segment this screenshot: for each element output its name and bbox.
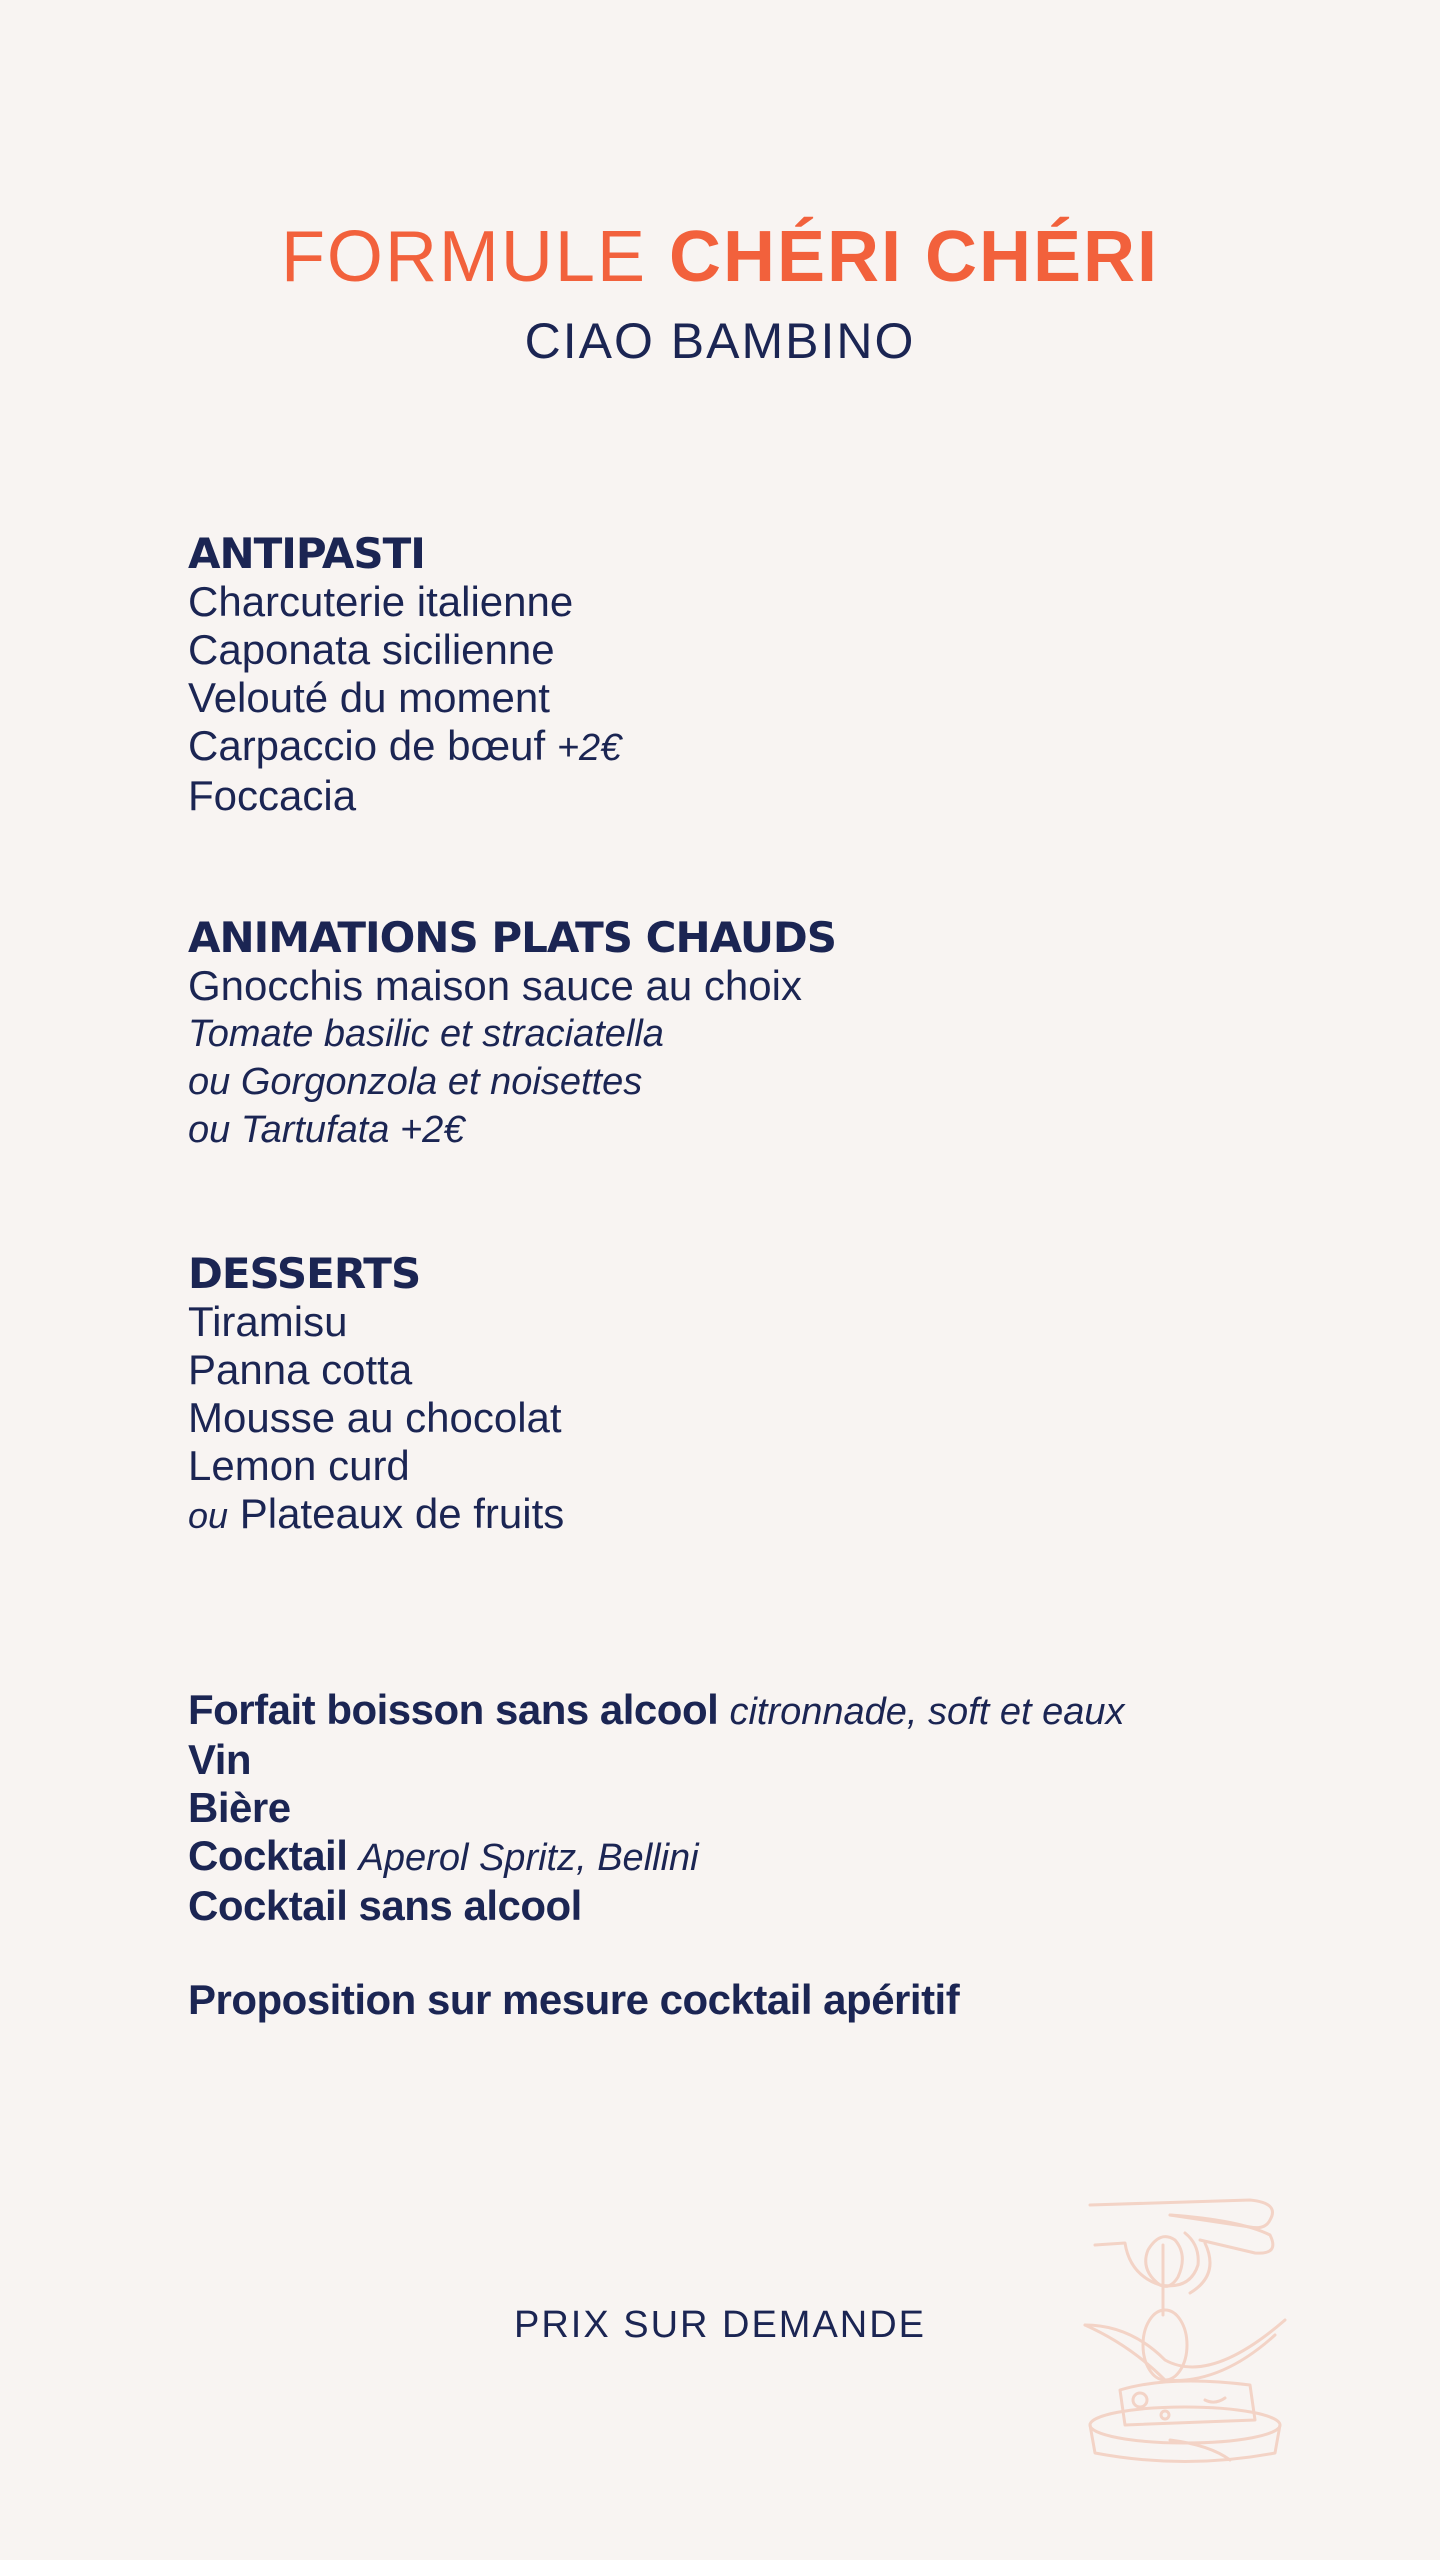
or-prefix: ou	[188, 1061, 231, 1103]
section-heading: ANIMATIONS PLATS CHAUDS	[188, 913, 837, 962]
menu-item: Panna cotta	[188, 1346, 413, 1393]
supplement-price: +2€	[556, 727, 622, 769]
hand-skewer-food-illustration-icon	[1070, 2185, 1300, 2465]
sauce-option-text: Tartufata +2€	[240, 1109, 465, 1151]
drink-name: Forfait boisson sans alcool	[188, 1686, 719, 1733]
price-note: PRIX SUR DEMANDE	[513, 2304, 927, 2346]
sauce-option: Tomate basilic et straciatella	[188, 1013, 664, 1055]
menu-title	[0, 212, 1440, 302]
sauce-option	[188, 1058, 836, 1106]
menu-item: Charcuterie italienne	[188, 578, 574, 625]
menu-subtitle: CIAO BAMBINO	[524, 313, 916, 369]
title-emphasis: CHÉRI CHÉRI	[669, 217, 1160, 297]
drink-description: Aperol Spritz, Bellini	[358, 1837, 699, 1879]
menu-item-text: Plateaux de fruits	[239, 1490, 565, 1537]
menu-item-text: Carpaccio de bœuf	[188, 722, 546, 769]
drink-item: Bière	[188, 1784, 291, 1831]
section-heading: DESSERTS	[188, 1249, 421, 1298]
menu-item: Mousse au chocolat	[188, 1394, 562, 1441]
section-antipasti	[188, 528, 621, 820]
section-desserts	[188, 1248, 564, 1540]
menu-item	[188, 1490, 564, 1540]
or-prefix: ou	[188, 1109, 231, 1151]
drinks-list	[188, 1686, 1124, 1930]
menu-item: Gnocchis maison sauce au choix	[188, 962, 802, 1009]
drink-description: citronnade, soft et eaux	[729, 1691, 1125, 1733]
menu-item: Tiramisu	[188, 1298, 348, 1345]
sauce-option	[188, 1106, 836, 1154]
menu-item: Caponata sicilienne	[188, 626, 555, 673]
drink-item	[188, 1686, 1124, 1736]
drink-name: Cocktail	[188, 1832, 348, 1879]
drink-item: Vin	[188, 1736, 252, 1783]
or-prefix: ou	[188, 1495, 229, 1536]
menu-item: Lemon curd	[188, 1442, 410, 1489]
section-plats-chauds	[188, 912, 836, 1154]
sauce-option-text: Gorgonzola et noisettes	[240, 1061, 643, 1103]
custom-proposal: Proposition sur mesure cocktail apéritif	[188, 1976, 960, 2023]
menu-item: Foccacia	[188, 772, 357, 819]
drink-item: Cocktail sans alcool	[188, 1882, 582, 1929]
drink-item	[188, 1832, 1124, 1882]
title-prefix: FORMULE	[280, 217, 647, 297]
menu-item	[188, 722, 621, 772]
menu-item: Velouté du moment	[188, 674, 550, 721]
section-heading: ANTIPASTI	[188, 529, 425, 578]
